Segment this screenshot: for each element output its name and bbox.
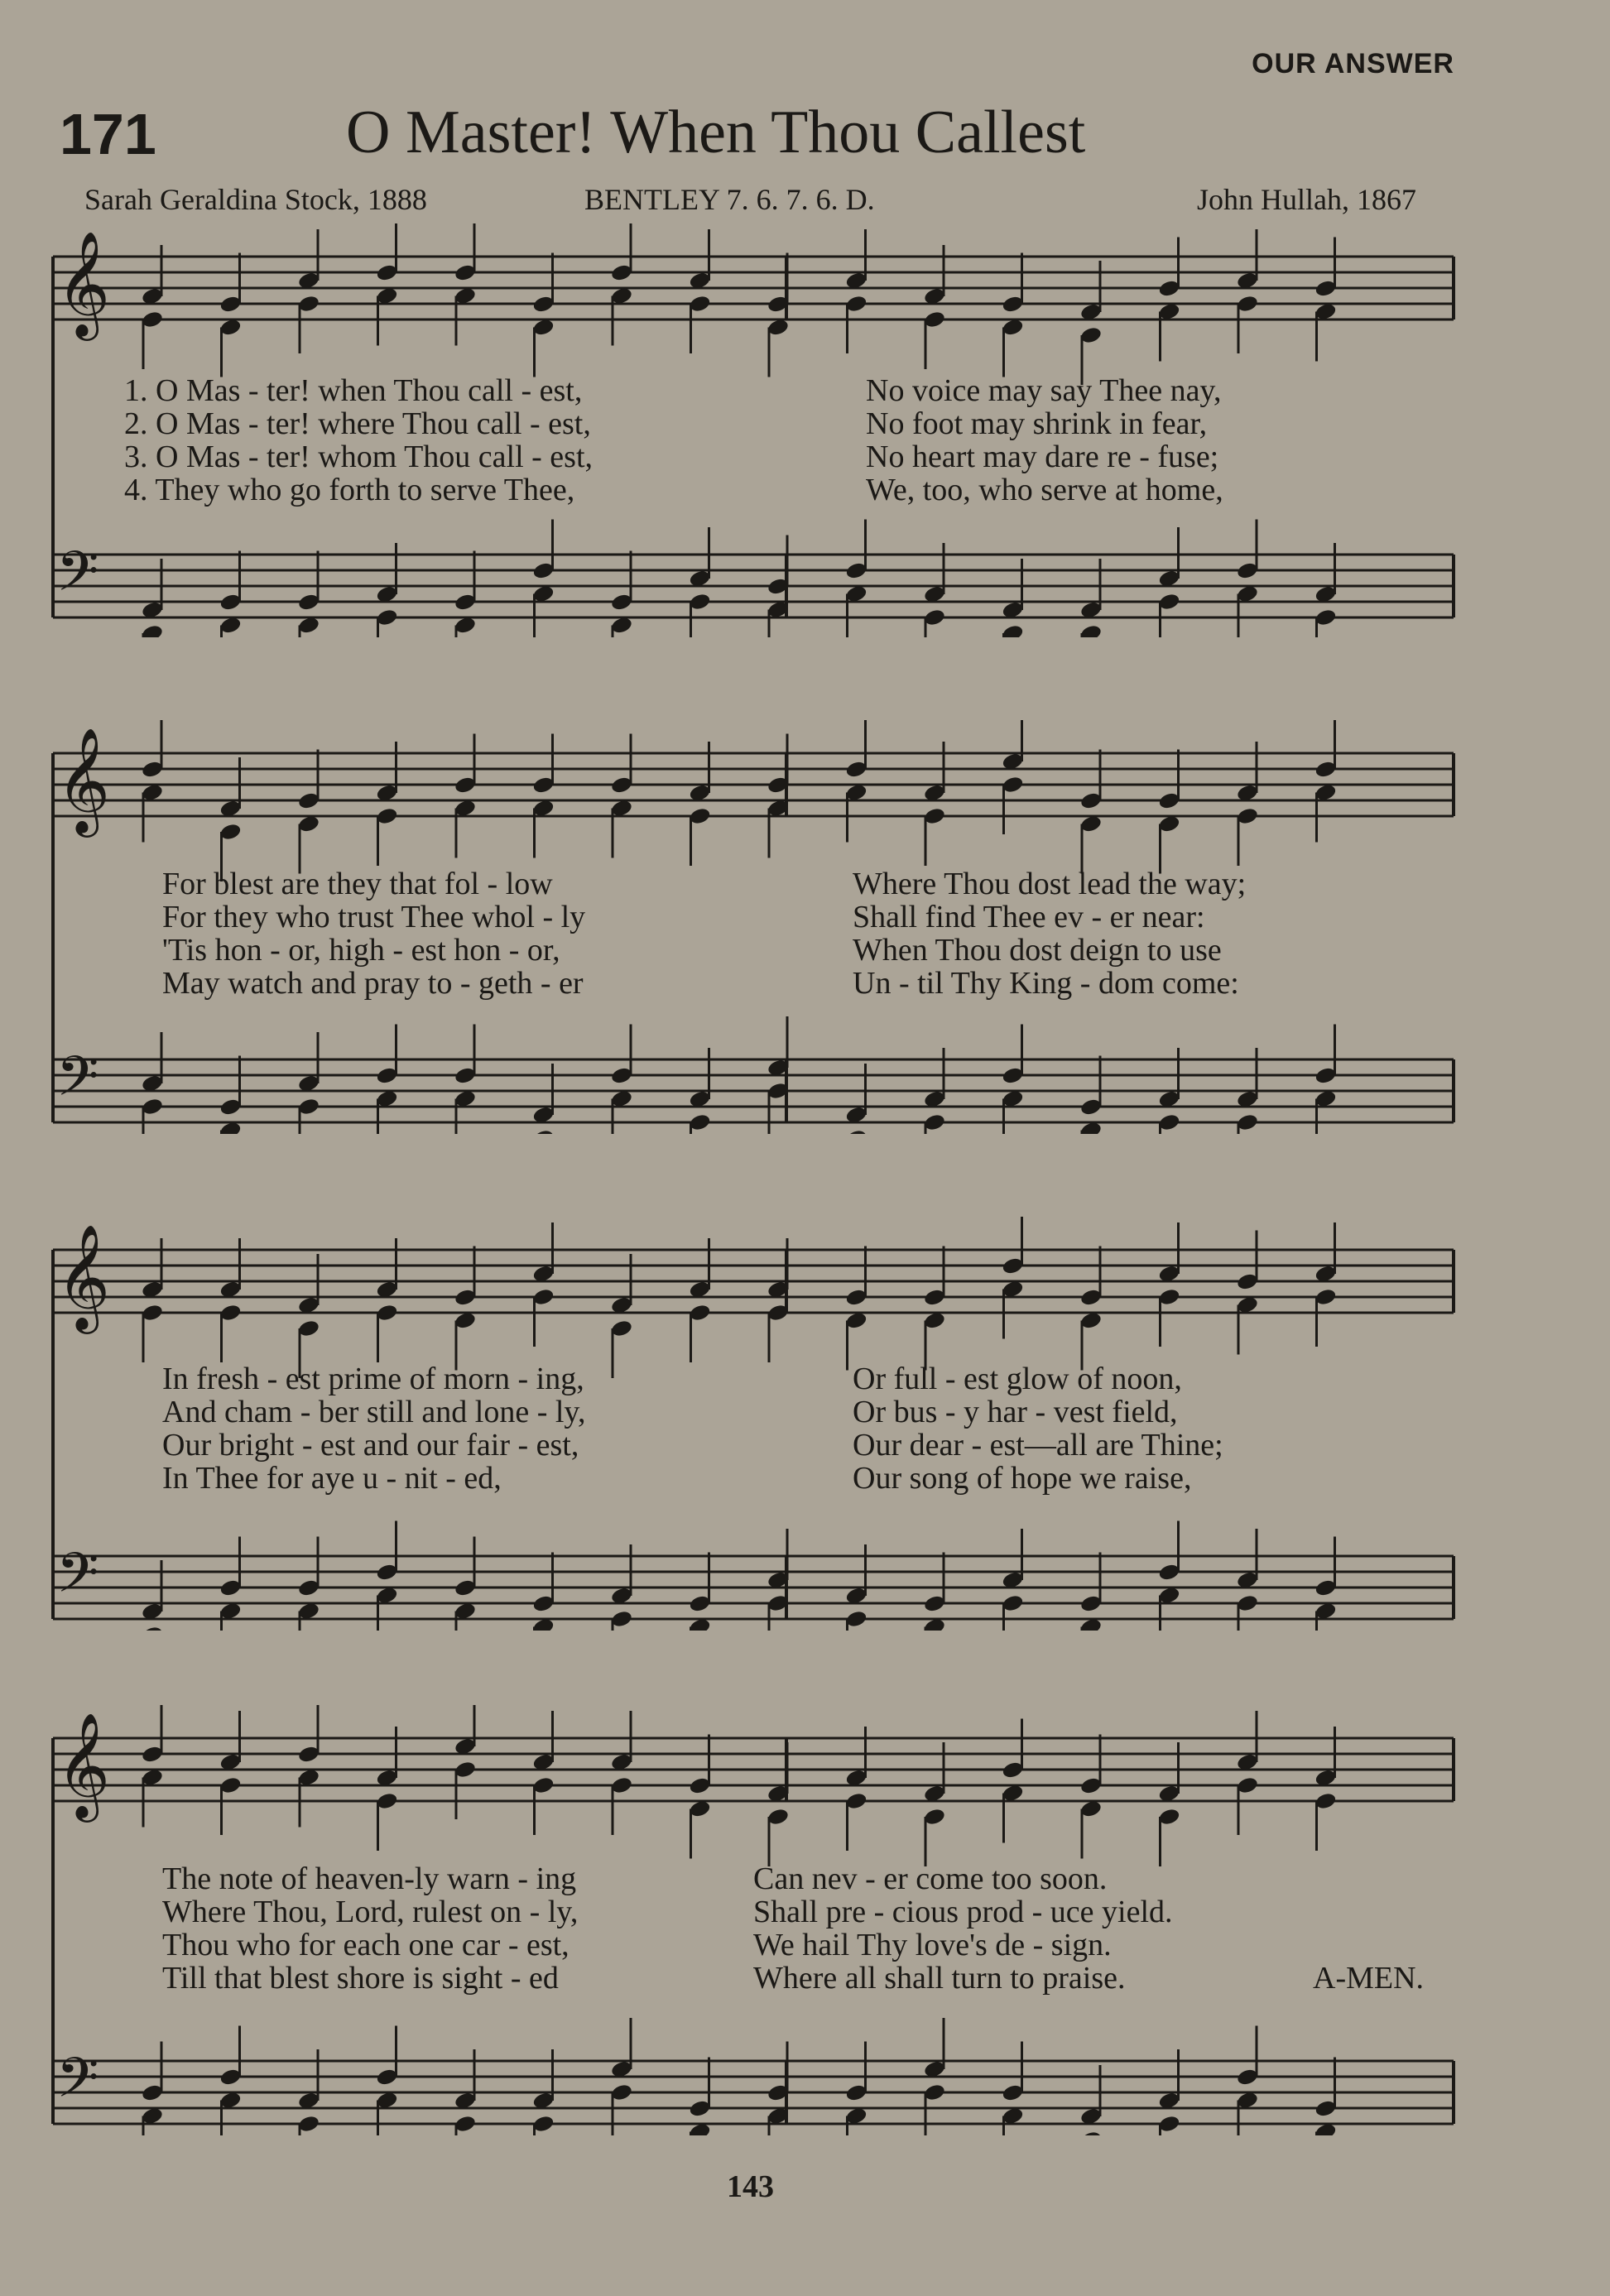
page-number: 143 [727, 2169, 774, 2204]
note-head [844, 1128, 867, 1134]
lyric-line: Our bright - est and our fair - est, [162, 1428, 579, 1463]
lyric-line: We, too, who serve at home, [866, 473, 1223, 507]
lyric-line: Can nev - er come too soon. [753, 1861, 1108, 1896]
amen-label: A-MEN. [1313, 1961, 1425, 1996]
lyric-line: No heart may dare re - fuse; [866, 440, 1219, 474]
composer-credit: John Hullah, 1867 [1197, 183, 1416, 216]
lyric-line: Our song of hope we raise, [853, 1461, 1192, 1496]
bass-staff [53, 1059, 1454, 1122]
lyric-line: And cham - ber still and lone - ly, [162, 1395, 586, 1429]
lyric-line: For blest are they that fol - low [162, 867, 553, 901]
lyric-line: Where Thou, Lord, rulest on - ly, [162, 1895, 579, 1929]
hymn-title: O Master! When Thou Callest [346, 98, 1086, 166]
bass-clef-icon: 𝄢 [56, 1541, 99, 1618]
lyric-line: 1. O Mas - ter! when Thou call - est, [124, 373, 583, 408]
bass-clef-icon: 𝄢 [56, 2046, 99, 2123]
lyric-line: 'Tis hon - or, high - est hon - or, [162, 933, 560, 968]
lyric-line: We hail Thy love's de - sign. [753, 1928, 1112, 1962]
lyric-line: Our dear - est—all are Thine; [853, 1428, 1223, 1463]
lyric-line: The note of heaven-ly warn - ing [162, 1861, 577, 1896]
treble-clef-icon: 𝄞 [56, 727, 111, 833]
lyric-line: Or full - est glow of noon, [853, 1362, 1182, 1396]
bass-clef-icon: 𝄢 [56, 540, 99, 617]
lyric-line: 4. They who go forth to serve Thee, [124, 473, 575, 507]
treble-clef-icon: 𝄞 [56, 1712, 111, 1818]
lyric-line: For they who trust Thee whol - ly [162, 900, 586, 934]
hymn-number: 171 [60, 102, 156, 166]
lyric-line: Where all shall turn to praise. [753, 1961, 1126, 1996]
note-head [141, 1625, 164, 1631]
tune-name: BENTLEY 7. 6. 7. 6. D. [584, 183, 875, 216]
lyric-line: When Thou dost deign to use [853, 933, 1222, 968]
section-heading: OUR ANSWER [1252, 48, 1454, 79]
note-head [1079, 2130, 1103, 2135]
lyric-line: Or bus - y har - vest field, [853, 1395, 1178, 1429]
bass-staff [53, 555, 1454, 617]
treble-clef-icon: 𝄞 [56, 1223, 111, 1329]
lyric-line: In Thee for aye u - nit - ed, [162, 1461, 502, 1496]
lyric-line: No foot may shrink in fear, [866, 406, 1208, 441]
bass-staff [53, 2061, 1454, 2124]
lyric-line: 3. O Mas - ter! whom Thou call - est, [124, 440, 594, 474]
treble-staff [53, 753, 1454, 816]
lyric-line: In fresh - est prime of morn - ing, [162, 1362, 584, 1396]
lyric-line: Thou who for each one car - est, [162, 1928, 570, 1962]
lyric-line: Where Thou dost lead the way; [853, 867, 1247, 901]
lyric-line: Un - til Thy King - dom come: [853, 966, 1239, 1001]
lyric-line: Till that blest shore is sight - ed [162, 1961, 559, 1996]
lyric-line: May watch and pray to - geth - er [162, 966, 584, 1001]
lyric-line: No voice may say Thee nay, [866, 373, 1222, 408]
treble-clef-icon: 𝄞 [56, 230, 111, 336]
bass-clef-icon: 𝄢 [56, 1045, 99, 1122]
lyric-line: Shall find Thee ev - er near: [853, 900, 1205, 934]
bass-notes [53, 520, 1454, 638]
note-head [531, 1128, 555, 1134]
lyric-line: Shall pre - cious prod - uce yield. [753, 1895, 1173, 1929]
bass-notes [53, 1521, 1454, 1631]
lyric-line: 2. O Mas - ter! where Thou call - est, [124, 406, 591, 441]
author-credit: Sarah Geraldina Stock, 1888 [84, 183, 427, 216]
